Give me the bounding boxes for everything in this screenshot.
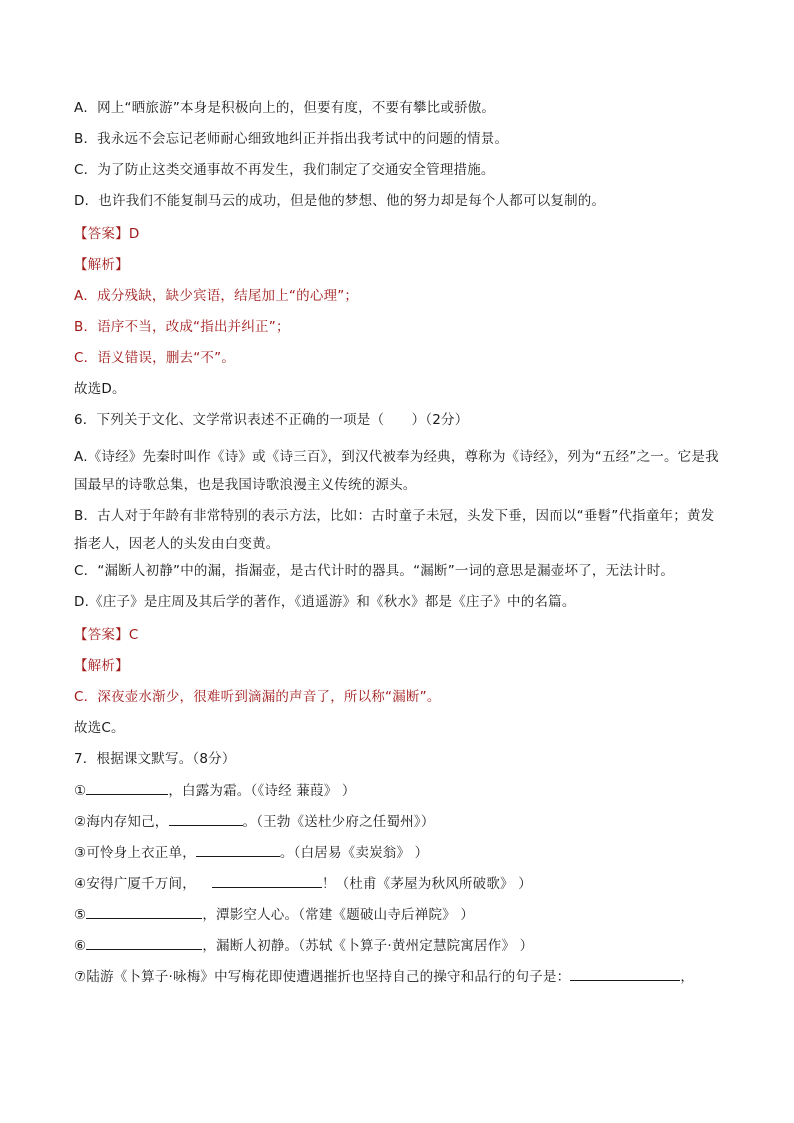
q7-item-6 [74,935,724,966]
q7-item-5 [74,904,724,935]
document-page [74,98,724,997]
item-text-after: 。（王勃《送杜少府之任蜀州》） [242,814,435,830]
q6-conclusion: 故选C。 [74,720,125,736]
q6-stem: 6．下列关于文化、文学常识表述不正确的一项是（ ）（2分） [74,412,469,428]
q5-option-b: B．我永远不会忘记老师耐心细致地纠正并指出我考试中的问题的情景。 [74,131,509,147]
q6-option-c: C．“漏断人初静”中的漏，指漏壶，是古代计时的器具。“漏断”一词的意思是漏壶坏了，无法计时。 [74,563,675,579]
q7-stem: 7．根据课文默写。（8分） [74,751,236,767]
q5-analysis-c: C．语义错误，删去“不”。 [74,350,236,366]
answer-value: D [128,226,140,242]
answer-blank[interactable] [86,935,202,950]
q7-item-2 [74,811,724,842]
q5-analysis-b: B．语序不当，改成“指出并纠正”； [74,319,290,335]
item-number: ⑥ [74,938,87,954]
item-text-after: ， [680,969,695,985]
item-number: ⑤ [74,907,87,923]
item-text-after: ，漏断人初静。（苏轼《卜算子·黄州定慧院寓居作》 ） [202,938,534,954]
q5-option-a: A．网上“晒旅游”本身是积极向上的，但要有度，不要有攀比或骄傲。 [74,100,496,116]
answer-blank[interactable] [86,904,202,919]
answer-blank[interactable] [196,842,280,857]
item-text-after: ，白露为霜。（《诗经 蒹葭》 ） [168,783,356,799]
q7-item-7 [74,966,724,997]
answer-blank[interactable] [212,873,322,888]
item-text-before: 陆游《卜算子·咏梅》中写梅花即使遭遇摧折也坚持自己的操守和品行的句子是： [86,969,571,985]
item-number: ⑦ [74,969,87,985]
q7-item-4 [74,873,724,904]
answer-value: C [128,627,139,643]
item-text-before: 可怜身上衣正单， [86,845,196,861]
answer-tag: 【答案】 [74,226,129,242]
q5-option-c: C．为了防止这类交通事故不再发生，我们制定了交通安全管理措施。 [74,162,495,178]
item-number: ④ [74,876,87,892]
q7-item-1 [74,780,724,811]
item-text-after: 。（白居易《卖炭翁》 ） [279,845,429,861]
item-number: ① [74,783,87,799]
q6-analysis: C．深夜壶水渐少，很难听到滴漏的声音了，所以称“漏断”。 [74,689,441,705]
q6-option-d: D.《庄子》是庄周及其后学的著作，《逍遥游》和《秋水》都是《庄子》中的名篇。 [74,594,576,610]
q6-analysis-tag: 【解析】 [74,658,129,674]
q5-option-d: D．也许我们不能复制马云的成功，但是他的梦想、他的努力却是每个人都可以复制的。 [74,193,606,209]
q6-answer [74,625,724,656]
item-number: ③ [74,845,87,861]
answer-blank[interactable] [570,966,680,981]
q7-item-3 [74,842,724,873]
answer-blank[interactable] [169,811,243,826]
q5-conclusion: 故选D。 [74,381,126,397]
q6-option-a: A.《诗经》先秦时叫作《诗》或《诗三百》，到汉代被奉为经典，尊称为《诗经》，列为“五经”之一。它是我国最早的诗歌总集，也是我国诗歌浪漫主义传统的源头。 [74,449,719,493]
q5-analysis-tag: 【解析】 [74,257,129,273]
item-number: ② [74,814,87,830]
item-text-before: 海内存知己， [86,814,169,830]
answer-blank[interactable] [86,780,168,795]
q5-analysis-a: A．成分残缺，缺少宾语，结尾加上“的心理”； [74,288,359,304]
q6-option-b: B．古人对于年龄有非常特别的表示方法，比如：古时童子未冠，头发下垂，因而以“垂髫”代指童年；黄发指老人，因老人的头发由白变黄。 [74,508,715,552]
item-text-after: ！（杜甫《茅屋为秋风所破歌》 ） [321,876,532,892]
q5-answer [74,224,724,255]
item-text-before: 安得广厦千万间， [86,876,196,892]
q5-options [74,98,724,224]
answer-tag: 【答案】 [74,627,129,643]
item-text-after: ，潭影空人心。（常建《题破山寺后禅院》 ） [202,907,475,923]
